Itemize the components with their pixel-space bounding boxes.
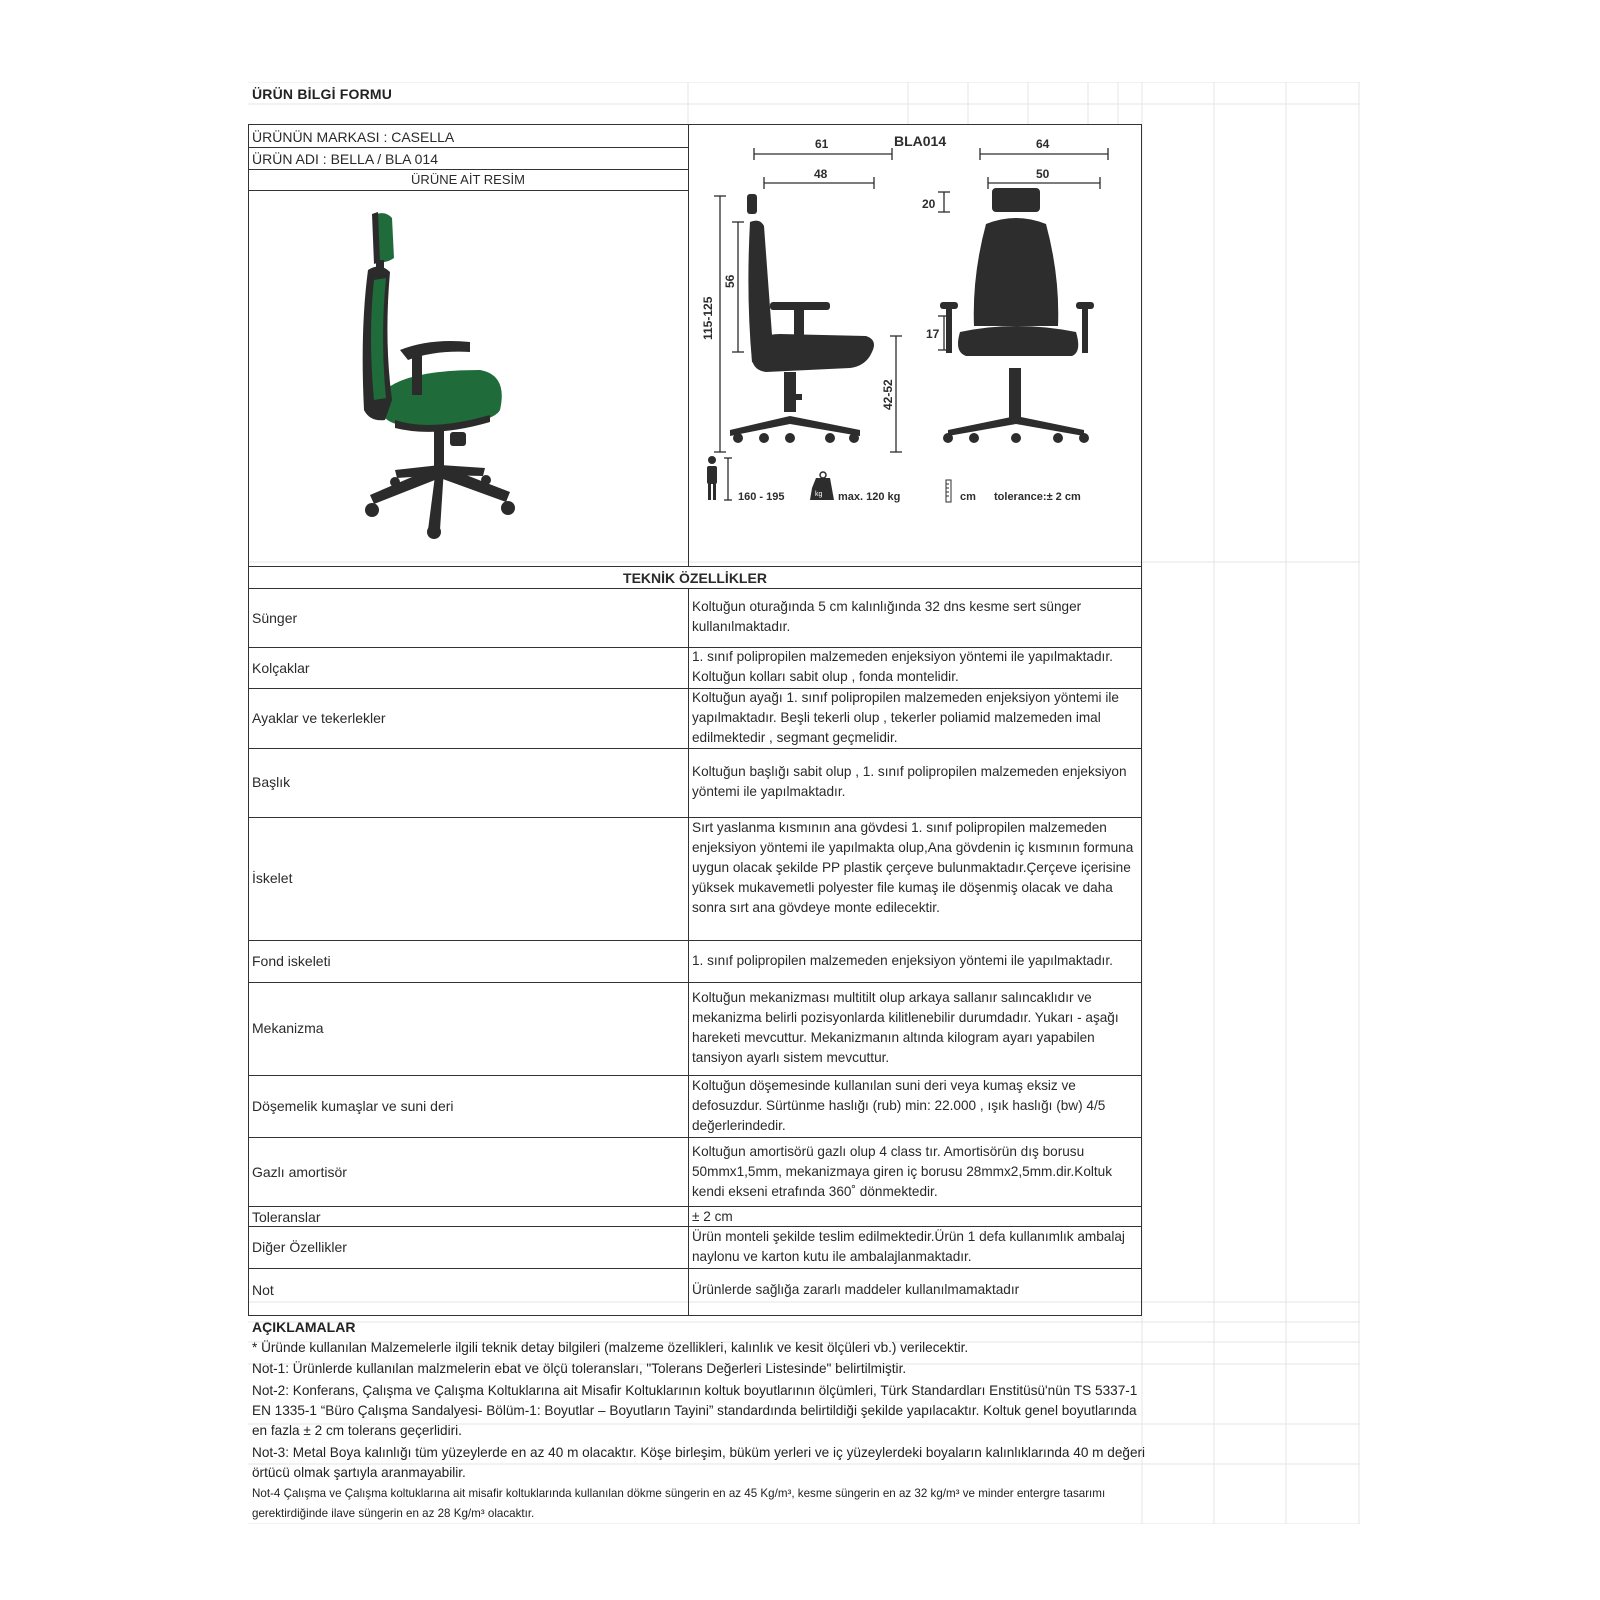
divider [688, 124, 689, 566]
tech-heading: TEKNİK ÖZELLİKLER [623, 570, 767, 586]
row-value-sunger: Koltuğun oturağında 5 cm kalınlığında 32 dns kesme sert sünger kullanılmaktadır. [692, 599, 1082, 634]
row-label-mekanizma: Mekanizma [252, 1020, 324, 1036]
row-label-ayaklar: Ayaklar ve tekerlekler [252, 710, 386, 726]
product-photo [340, 210, 540, 540]
row-value-baslik: Koltuğun başlığı sabit olup , 1. sınıf polipropilen malzemeden enjeksiyon yöntemi ile yapılmaktadır. [692, 764, 1127, 799]
user-height-icon [707, 456, 717, 500]
row-value-diger: Ürün monteli şekilde teslim edilmektedir.Ürün 1 defa kullanımlık ambalaj naylonu ve karton kutu ile ambalajlanmaktadır. [692, 1229, 1125, 1264]
row-value-mekanizma: Koltuğun mekanizması multitilt olup arkaya sallanır salıncaklıdır ve mekanizma belirli pozisyonlarda kilitlenebilir durumdadır. Yukarı - aşağı hareketi mevcuttur. Mekanizmanın altında kilogram ayarı yapabilen tansiyon ayarlı sistem mevcuttur. [692, 990, 1119, 1065]
brand-label: ÜRÜNÜN MARKASI : CASELLA [252, 129, 455, 145]
row-value-iskelet: Sırt yaslanma kısmının ana gövdesi 1. sınıf polipropilen malzemeden enjeksiyon yöntemi ile yapılmakta olup,Ana gövdenin iç kısmının formuna uygun olacak şekilde PP plastik çerçeve bulunmaktadır.Çerçeve içerisine yüksek mukavemetli polyester file kumaş ile döşenmiş olacak ve daha sonra sırt ana gövdeye monte edilecektir. [692, 820, 1134, 915]
row-label-toleranslar: Toleranslar [252, 1209, 321, 1225]
chair-base-icon [365, 430, 515, 539]
divider [248, 566, 1142, 567]
row-value-toleranslar: ± 2 cm [692, 1209, 733, 1224]
dim-total-height: 115-125 [701, 296, 715, 340]
dim-side-inner: 48 [814, 167, 828, 181]
divider [248, 940, 1142, 941]
model-code: BLA014 [894, 133, 947, 149]
dim-seat-height: 42-52 [881, 379, 895, 410]
notes-heading: AÇIKLAMALAR [252, 1319, 356, 1335]
dim-side-outer: 61 [815, 137, 829, 151]
divider [248, 588, 1142, 589]
row-label-amortisor: Gazlı amortisör [252, 1164, 347, 1180]
row-value-kolcaklar: 1. sınıf polipropilen malzemeden enjeksiyon yöntemi ile yapılmaktadır. Koltuğun kolları sabit olup , fonda montelidir. [692, 649, 1113, 684]
tolerance-label: tolerance:± 2 cm [994, 491, 1081, 503]
image-caption: ÜRÜNE AİT RESİM [411, 172, 525, 187]
note-4: Not-4 Çalışma ve Çalışma koltuklarına ait misafir koltuklarında kullanılan dökme süngerin en az 45 Kg/m³, kesme süngerin en az 32 kg/m³ ve minder entergre tasarımı gerektirdiğinde ilave süngerin en az 28 Kg/m³ olacaktır. [252, 1487, 1106, 1520]
user-height: 160 - 195 [738, 491, 785, 503]
divider [248, 748, 1142, 749]
row-label-sunger: Sünger [252, 610, 298, 626]
divider [248, 1268, 1142, 1269]
note-star: * Üründe kullanılan Malzemelerle ilgili teknik detay bilgileri (malzeme özellikleri, kalınlık ve kesit ölçüleri vb.) verilecektir. [252, 1340, 969, 1355]
dim-front-inner: 50 [1036, 167, 1050, 181]
row-label-dosemelik: Döşemelik kumaşlar ve suni deri [252, 1098, 454, 1114]
kg-badge: kg [815, 491, 823, 498]
dim-front-outer: 64 [1036, 137, 1050, 151]
row-value-fond-iskeleti: 1. sınıf polipropilen malzemeden enjeksiyon yöntemi ile yapılmaktadır. [692, 953, 1113, 968]
divider [248, 190, 688, 191]
dim-backrest: 56 [723, 274, 737, 288]
row-label-fond-iskeleti: Fond iskeleti [252, 953, 331, 969]
row-value-ayaklar: Koltuğun ayağı 1. sınıf polipropilen malzemeden enjeksiyon yöntemi ile yapılmaktadır. Beşli tekerli olup , tekerler poliamid malzemeden imal edilmektedir , segmant geçmelidir. [692, 690, 1119, 745]
note-2: Not-2: Konferans, Çalışma ve Çalışma Koltuklarına ait Misafir Koltuklarının koltuk boyutlarının ölçümleri, Türk Standardları Enstitüsü'nün TS 5337-1 EN 1335-1 “Büro Çalışma Sandalyesi- Bölüm-1: Boyutlar – Boyutların Tayini” standardında belirtildiği şekilde yapılacaktır. Koltuk genel boyutlarında en fazla ± 2 cm tolerans geçerlidiri. [252, 1383, 1138, 1438]
dim-armrest: 17 [926, 327, 940, 341]
divider [248, 1137, 1142, 1138]
side-view-chair-icon [730, 194, 874, 443]
row-label-baslik: Başlık [252, 774, 291, 790]
row-value-not: Ürünlerde sağlığa zararlı maddeler kullanılmamaktadır [692, 1282, 1020, 1297]
note-3: Not-3: Metal Boya kalınlığı tüm yüzeylerde en az 40 m olacaktır. Köşe birleşim, büküm yerleri ve iç yüzeylerdeki boyaların kalınlıklarında 40 m değeri örtücü olmak şartıyla aranmayabilir. [252, 1445, 1146, 1480]
max-weight: max. 120 kg [838, 491, 901, 503]
row-value-dosemelik: Koltuğun döşemesinde kullanılan suni deri veya kumaş eksiz ve defosuzdur. Sürtünme haslığı (rub) min: 22.000 , ışık haslığı (bw) 4/5 değerlerindedir. [692, 1078, 1106, 1133]
product-name-label: ÜRÜN ADI : BELLA / BLA 014 [252, 151, 438, 167]
note-1: Not-1: Ürünlerde kullanılan malzmelerin ebat ve ölçü toleransları, "Tolerans Değerleri Listesinde" belirtilmiştir. [252, 1361, 907, 1376]
form-title: ÜRÜN BİLGİ FORMU [252, 86, 393, 102]
row-value-amortisor: Koltuğun amortisörü gazlı olup 4 class tır. Amortisörün dış borusu 50mmx1,5mm, mekanizmaya giren iç borusu 28mmx2,5mm.dir.Koltuk kendi ekseni etrafında 360˚ dönmektedir. [692, 1144, 1113, 1199]
dim-headrest: 20 [922, 197, 936, 211]
front-view-chair-icon [940, 188, 1094, 443]
chair-armrest-icon [400, 341, 470, 360]
divider [248, 147, 688, 148]
row-label-diger: Diğer Özellikler [252, 1239, 347, 1255]
ruler-icon [946, 480, 951, 502]
unit-label: cm [960, 491, 976, 503]
divider [248, 982, 1142, 983]
row-label-not: Not [252, 1282, 274, 1298]
row-label-iskelet: İskelet [252, 870, 293, 886]
row-label-kolcaklar: Kolçaklar [252, 660, 310, 676]
technical-drawing [690, 126, 1140, 564]
